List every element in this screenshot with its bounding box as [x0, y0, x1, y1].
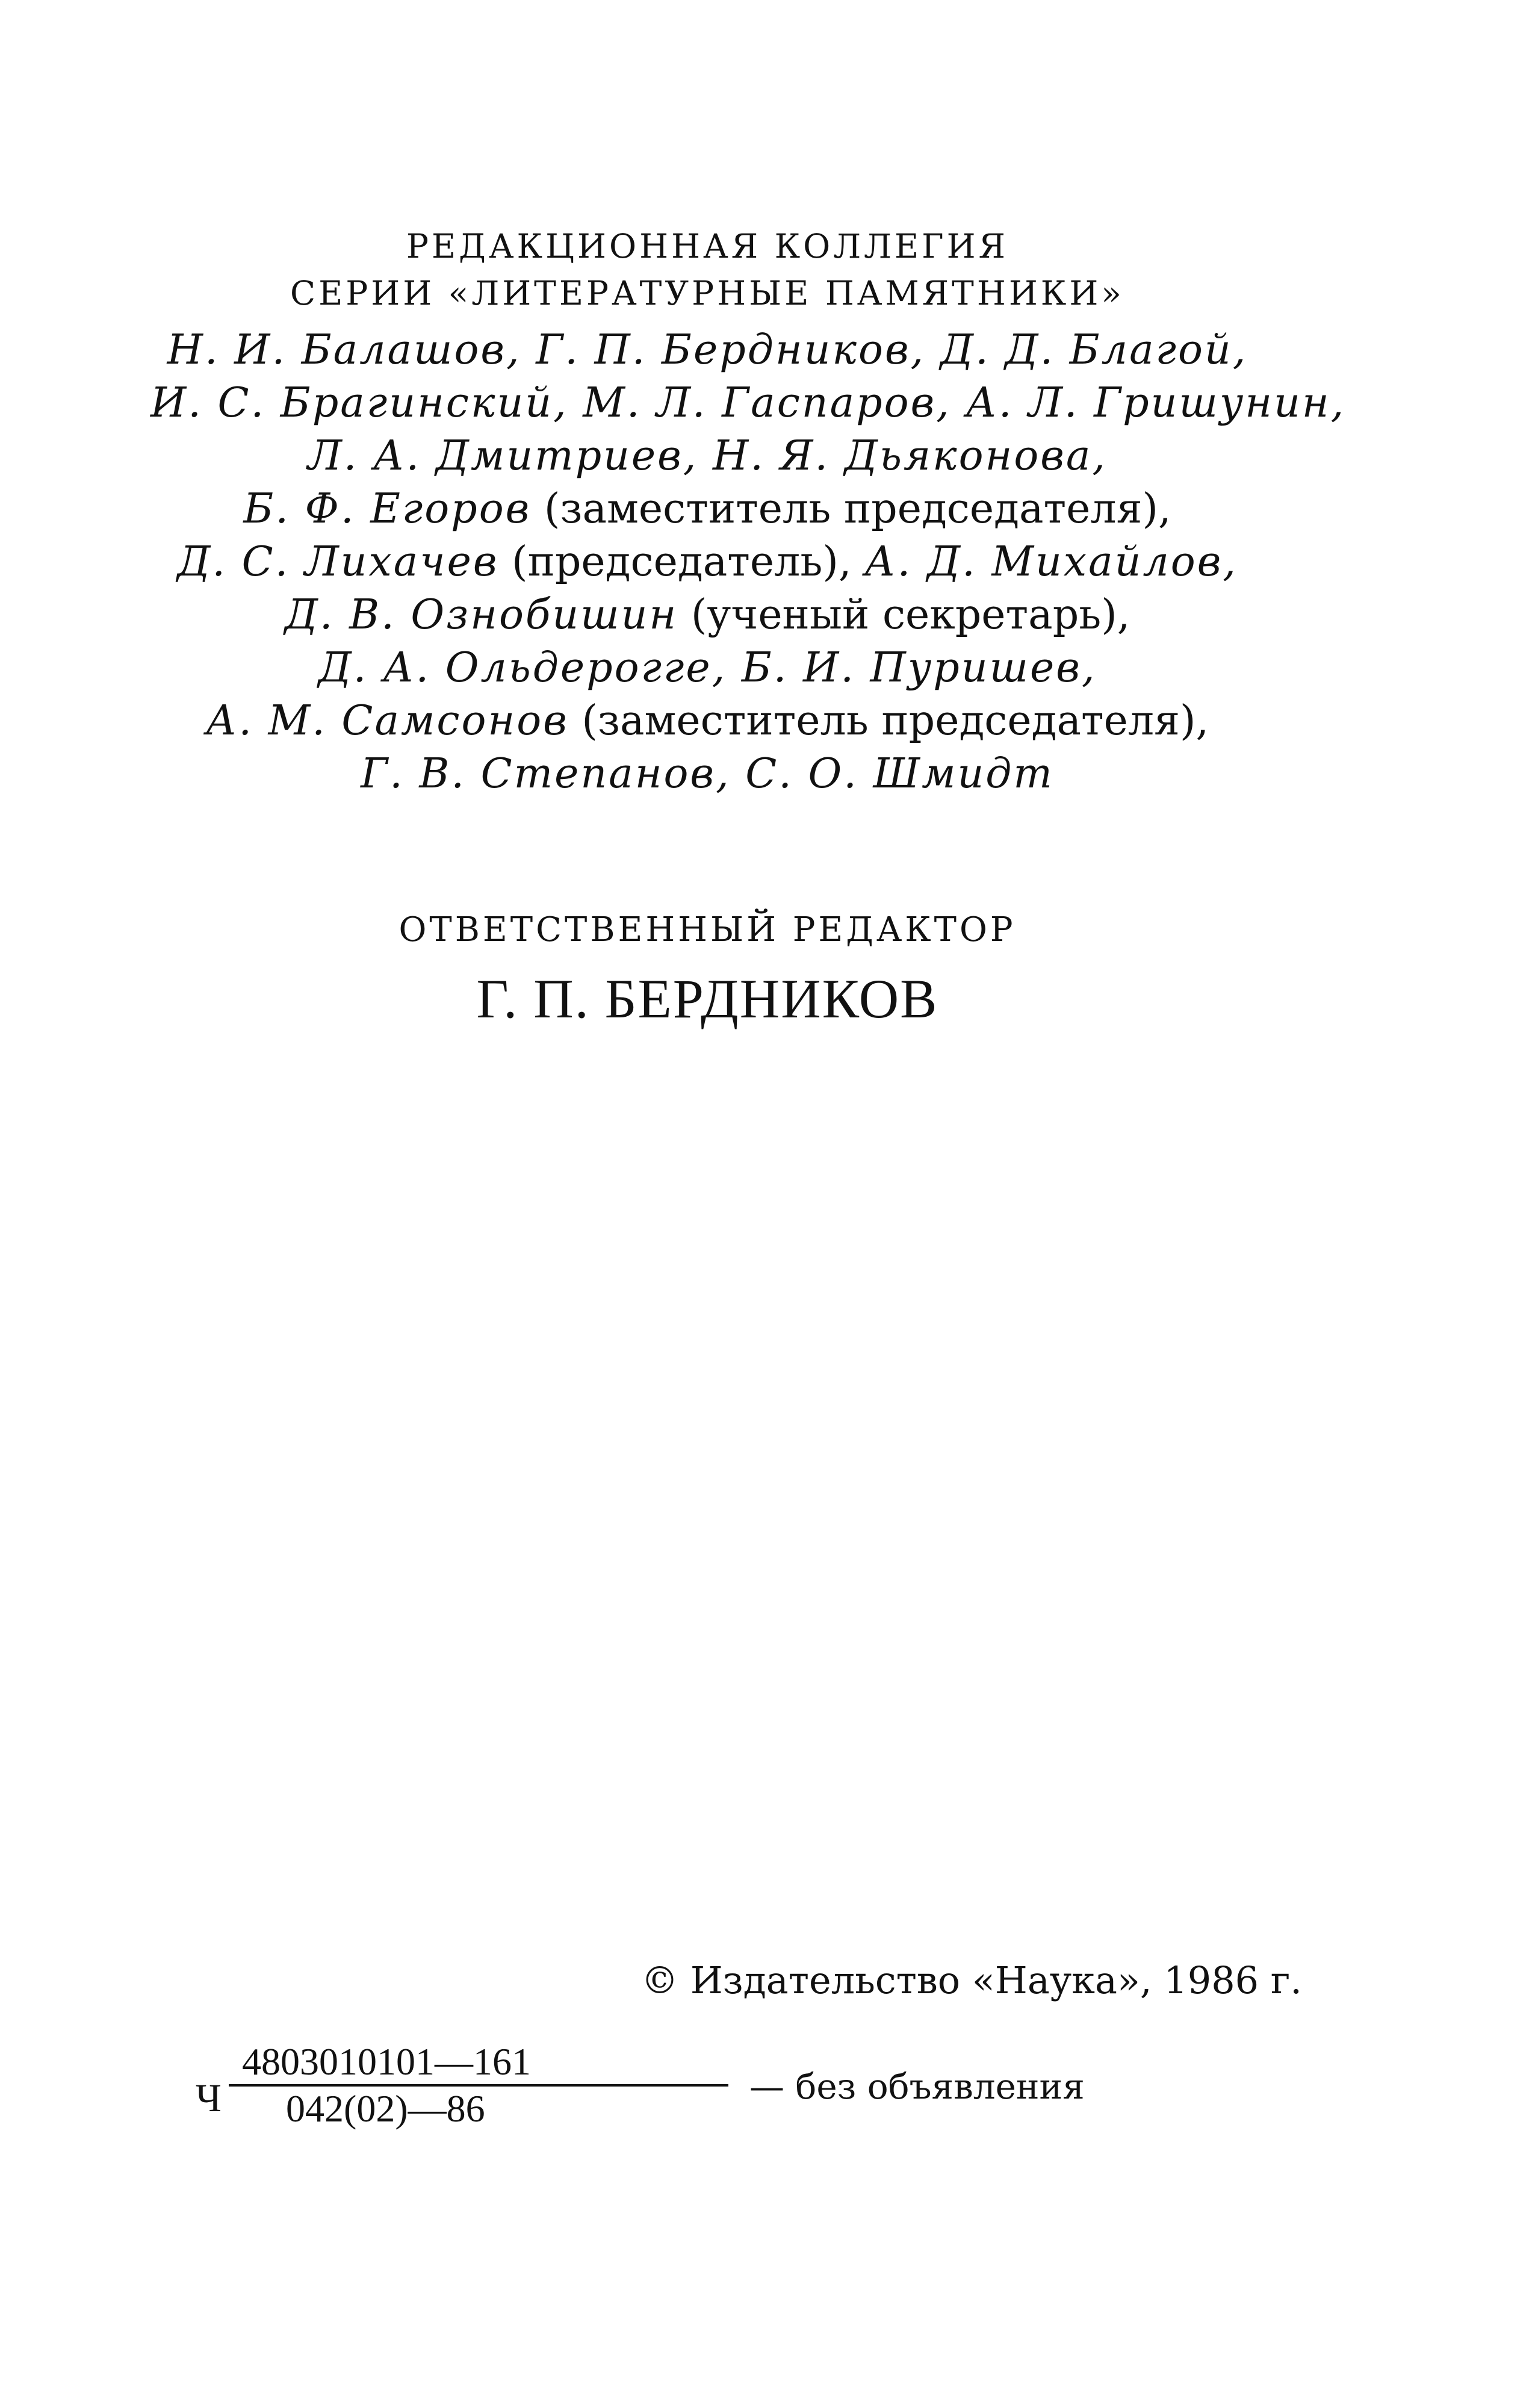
- index-denominator: 042(02)—86: [286, 2087, 485, 2130]
- board-members: [150, 324, 1346, 801]
- editorial-board: [150, 223, 1346, 801]
- index-note: — без объявления: [749, 2066, 1085, 2107]
- member-name: Д. С. Лихачев: [177, 538, 499, 586]
- board-member-line: [150, 642, 1264, 695]
- board-member-line: [150, 324, 1264, 377]
- board-member-line: [150, 695, 1264, 748]
- board-heading-line-2: СЕРИИ «ЛИТЕРАТУРНЫЕ ПАМЯТНИКИ»: [290, 274, 1124, 312]
- member-name: А. Д. Михайлов,: [864, 538, 1238, 586]
- member-role: (заместитель председателя),: [568, 697, 1209, 745]
- member-role: (председатель),: [498, 538, 865, 586]
- member-name: Л. А. Дмитриев, Н. Я. Дьяконова,: [307, 432, 1108, 480]
- board-heading-line-1: РЕДАКЦИОННАЯ КОЛЛЕГИЯ: [406, 227, 1008, 265]
- index-prefix: Ч: [196, 2076, 222, 2120]
- responsible-editor: [150, 906, 1264, 1035]
- member-name: Н. И. Балашов, Г. П. Бердников, Д. Д. Благой,: [167, 326, 1248, 374]
- board-member-line: [150, 589, 1264, 642]
- member-name: Б. Ф. Егоров: [243, 485, 532, 533]
- member-role: (заместитель председателя),: [531, 485, 1171, 533]
- index-numerator: 4803010101—161: [242, 2040, 531, 2083]
- member-name: И. С. Брагинский, М. Л. Гаспаров, А. Л. Гришунин,: [150, 379, 1346, 427]
- member-name: Г. В. Степанов, С. О. Шмидт: [361, 750, 1054, 798]
- board-member-line: [150, 483, 1264, 536]
- member-name: Д. В. Ознобишин: [284, 591, 678, 639]
- board-member-line: [150, 536, 1264, 589]
- board-member-line: [150, 377, 1346, 430]
- editor-label: ОТВЕТСТВЕННЫЙ РЕДАКТОР: [398, 910, 1016, 949]
- editor-name: Г. П. БЕРДНИКОВ: [476, 968, 938, 1029]
- copyright-line: © Издательство «Наука», 1986 г.: [641, 1958, 1303, 2002]
- board-member-line: [150, 430, 1264, 483]
- index-fraction: [229, 2041, 728, 2131]
- member-name: Д. А. Ольдерогге, Б. И. Пуришев,: [318, 644, 1097, 692]
- member-role: (ученый секретарь),: [678, 591, 1130, 639]
- board-member-line: [150, 748, 1264, 801]
- member-name: А. М. Самсонов: [205, 697, 569, 745]
